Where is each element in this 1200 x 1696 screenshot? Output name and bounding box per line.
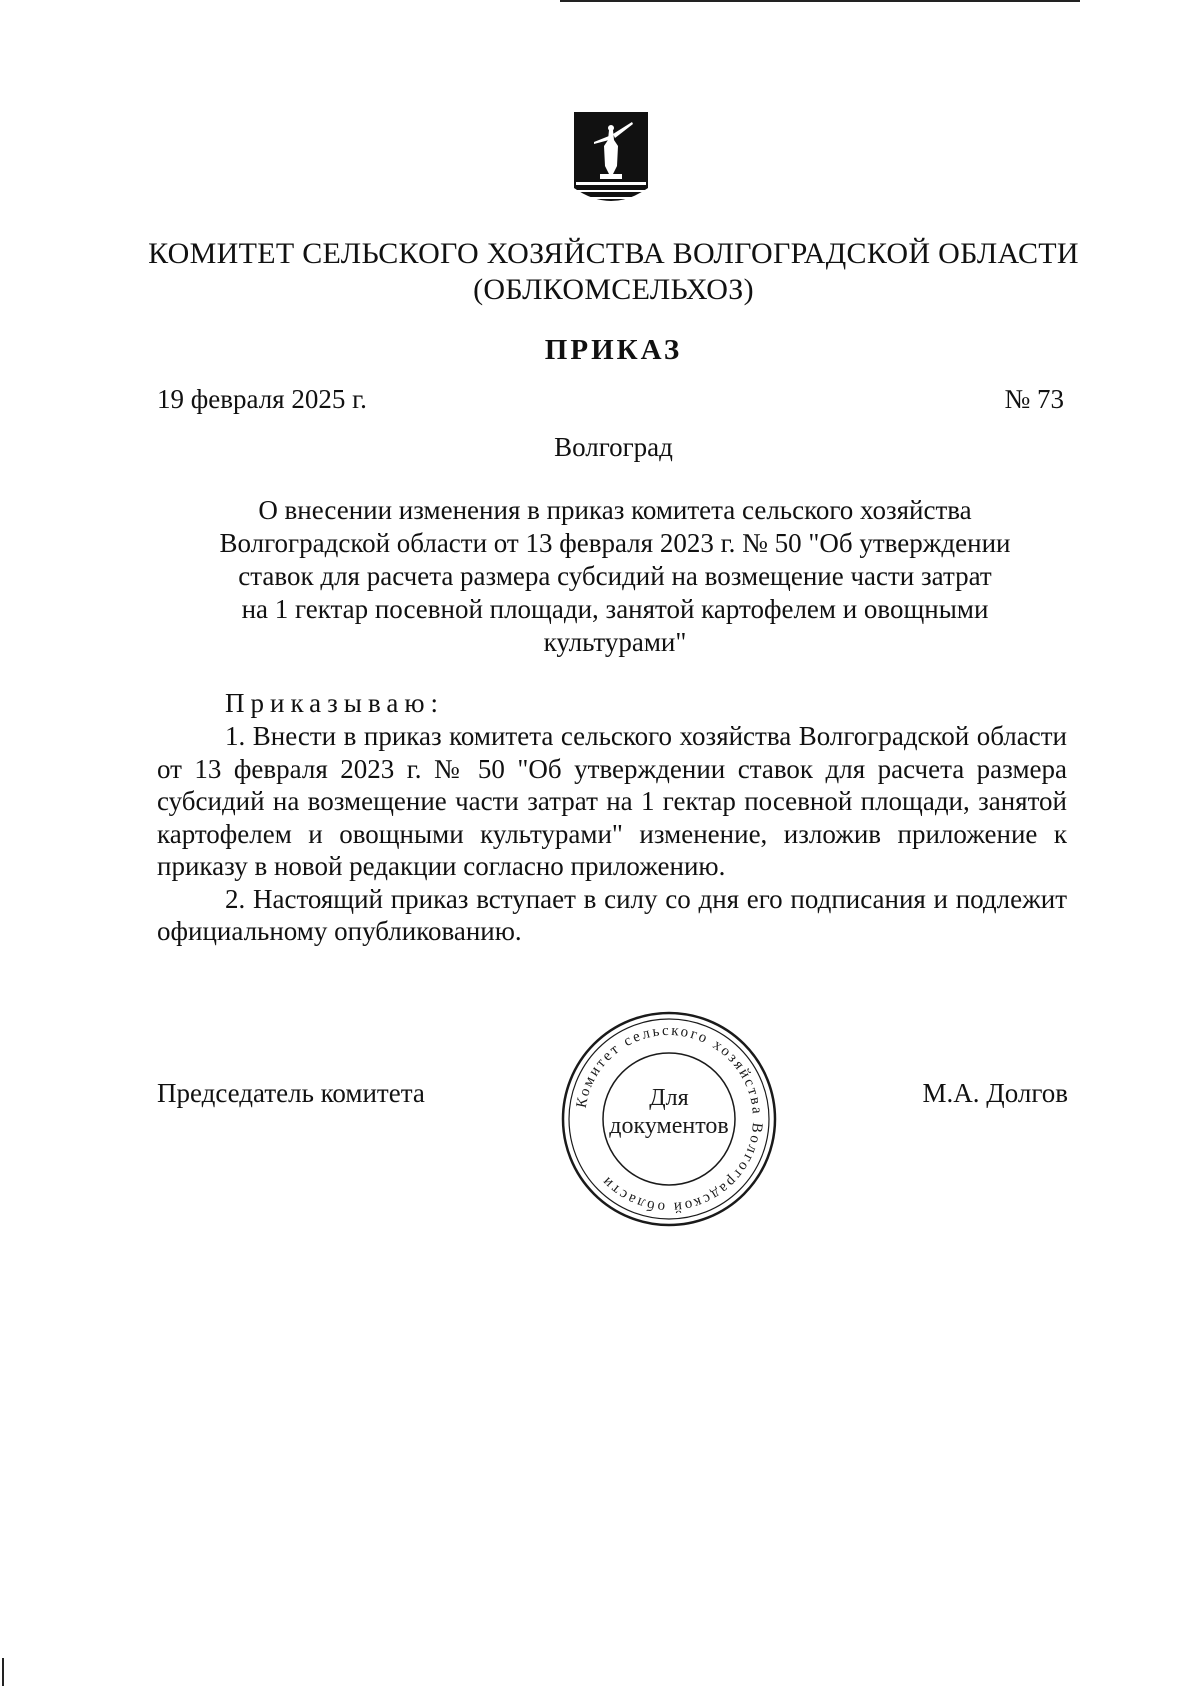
document-date: 19 февраля 2025 г. bbox=[157, 384, 367, 414]
document-subject bbox=[180, 494, 1050, 659]
organization-name-line1: КОМИТЕТ СЕЛЬСКОГО ХОЗЯЙСТВА ВОЛГОГРАДСКОЙ ОБЛАСТИ bbox=[148, 237, 1079, 270]
scan-edge-line bbox=[560, 0, 1080, 2]
signer-title: Председатель комитета bbox=[157, 1078, 425, 1108]
organization-name bbox=[0, 236, 1200, 308]
document-body bbox=[157, 720, 1067, 948]
seal-center-line1: Для bbox=[649, 1085, 689, 1111]
document-city: Волгоград bbox=[554, 432, 673, 462]
document-number: № 73 bbox=[1004, 384, 1064, 414]
subject-line: Волгоградской области от 13 февраля 2023 г. № 50 "Об утверждении bbox=[219, 528, 1011, 558]
seal-center-line2: документов bbox=[609, 1113, 729, 1139]
seal-ring-text: Комитет сельского хозяйства Волгоградской области bbox=[573, 1022, 766, 1216]
scan-corner-mark bbox=[2, 1658, 4, 1686]
body-paragraph-1: 1. Внести в приказ комитета сельского хозяйства Волгоградской области от 13 февраля 2023 г. № 50 "Об утверждении ставок для расчета размера субсидий на возмещение части затрат на 1 гектар посевной площади, занятой картофелем и овощными культурами" изменение, изложив приложение к приказу в новой редакции согласно приложению. bbox=[157, 721, 1067, 881]
volgograd-coat-of-arms-icon bbox=[572, 110, 650, 210]
subject-line: О внесении изменения в приказ комитета сельского хозяйства bbox=[258, 495, 972, 525]
seal-center-text bbox=[558, 1084, 780, 1140]
signer-name: М.А. Долгов bbox=[922, 1078, 1068, 1108]
order-word: Приказываю: bbox=[225, 688, 444, 718]
body-paragraph-2: 2. Настоящий приказ вступает в силу со дня его подписания и подлежит официальному опубликованию. bbox=[157, 883, 1067, 946]
subject-line: на 1 гектар посевной площади, занятой картофелем и овощными bbox=[241, 594, 989, 624]
organization-name-line2: (ОБЛКОМСЕЛЬХОЗ) bbox=[473, 273, 754, 306]
subject-line: культурами" bbox=[543, 627, 687, 657]
subject-line: ставок для расчета размера субсидий на возмещение части затрат bbox=[238, 561, 992, 591]
document-type: ПРИКАЗ bbox=[544, 334, 683, 366]
